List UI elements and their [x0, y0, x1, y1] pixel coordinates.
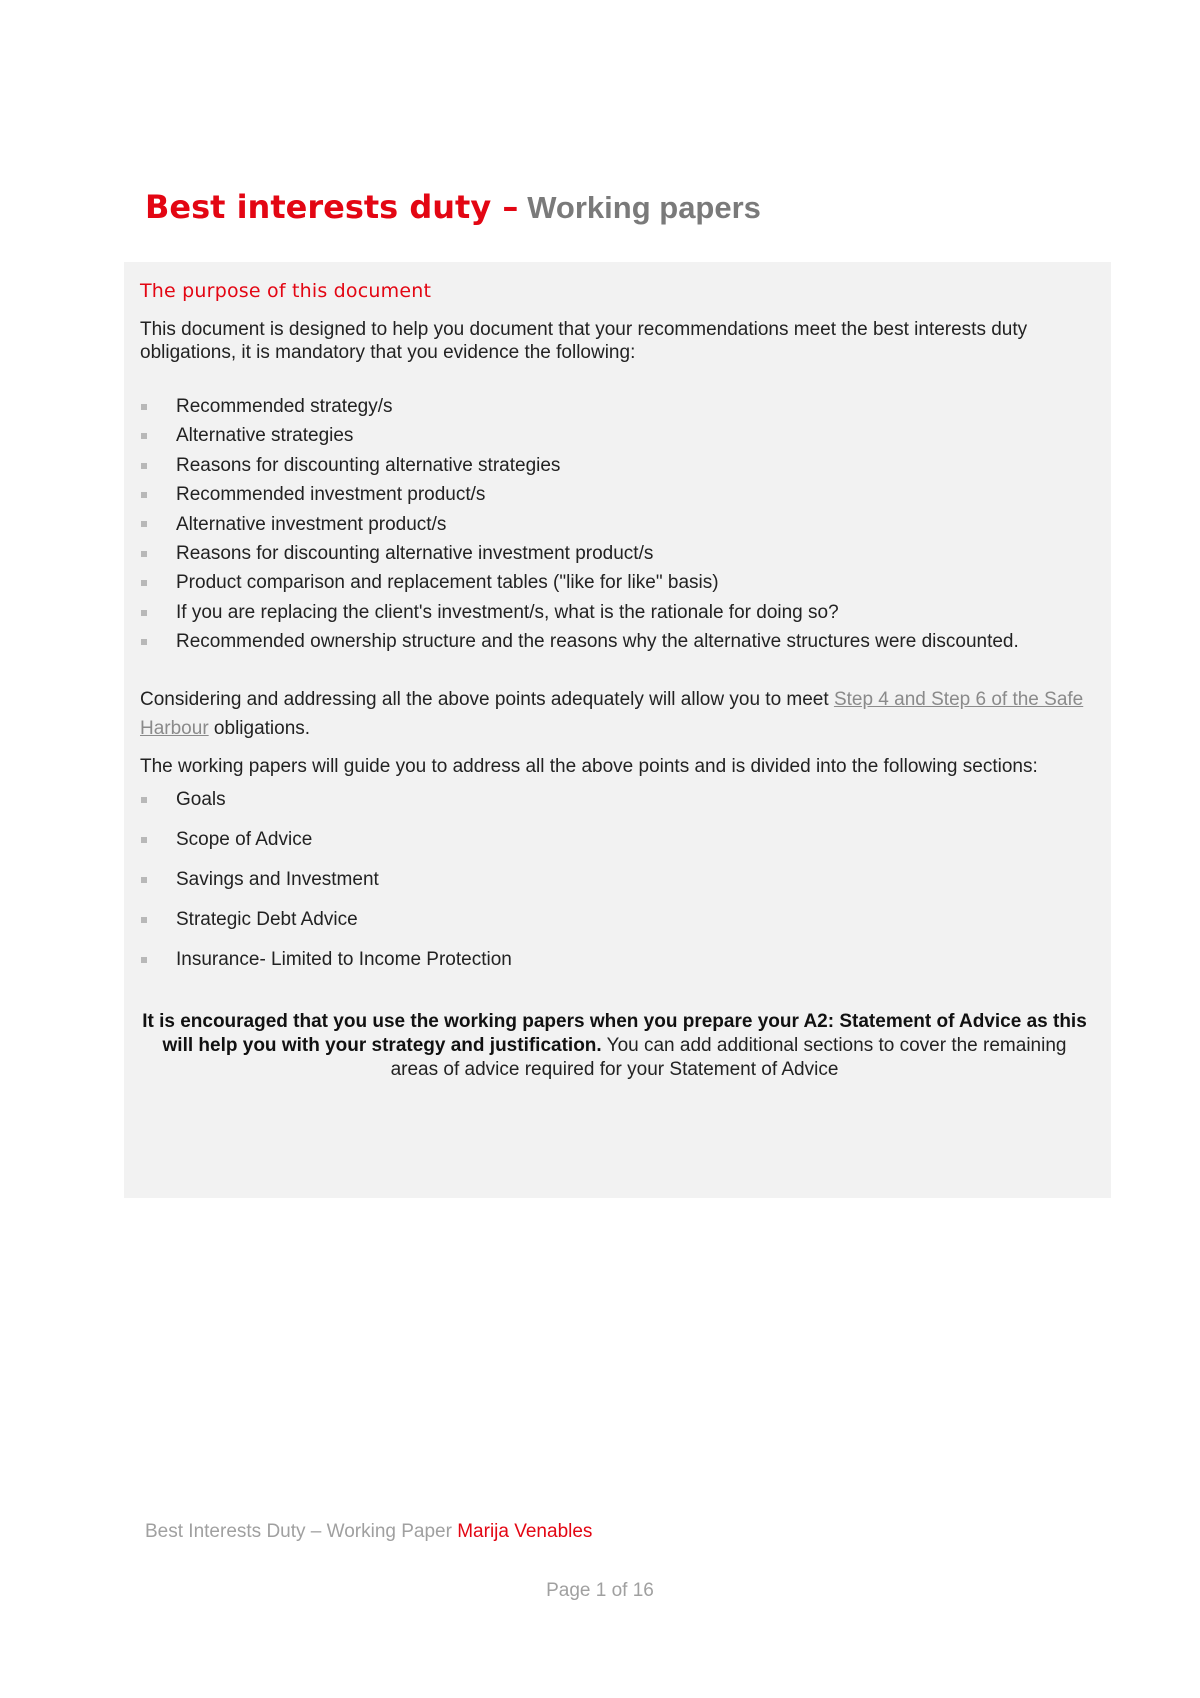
square-bullet-icon	[141, 404, 147, 410]
evidence-list	[140, 392, 1089, 657]
list-item: Recommended strategy/s	[140, 392, 1089, 421]
list-item: If you are replacing the client's investment/s, what is the rationale for doing so?	[140, 598, 1089, 627]
list-item: Reasons for discounting alternative strategies	[140, 451, 1089, 480]
list-item: Alternative strategies	[140, 421, 1089, 450]
page-title	[145, 188, 761, 226]
list-item: Recommended ownership structure and the reasons why the alternative structures were discounted.	[140, 627, 1089, 656]
square-bullet-icon	[141, 639, 147, 645]
list-item: Insurance- Limited to Income Protection	[140, 940, 1089, 980]
safe-harbour-paragraph: Considering and addressing all the above points adequately will allow you to meet Step 4 and Step 6 of the Safe Harbour obligations.	[140, 688, 1084, 739]
footer-author: Marija Venables	[457, 1521, 593, 1542]
square-bullet-icon	[141, 433, 147, 439]
square-bullet-icon	[141, 463, 147, 469]
square-bullet-icon	[141, 492, 147, 498]
closing-emphasis: It is encouraged that you use the working papers when you prepare your A2: Statement of Advice as this will help you with your strategy and justification.	[142, 1010, 1087, 1056]
intro-paragraph: This document is designed to help you document that your recommendations meet the best interests duty obligations, it is mandatory that you evidence the following:	[140, 319, 1028, 363]
sections-intro-paragraph: The working papers will guide you to address all the above points and is divided into the following sections:	[140, 755, 1038, 777]
square-bullet-icon	[141, 797, 147, 803]
list-item: Product comparison and replacement tables ("like for like" basis)	[140, 568, 1089, 597]
square-bullet-icon	[141, 837, 147, 843]
footer-doc-line	[145, 1521, 592, 1543]
sections-list	[140, 780, 1089, 980]
page-number: Page 1 of 16	[546, 1580, 654, 1601]
square-bullet-icon	[141, 957, 147, 963]
safe-harbour-link[interactable]: Step 4 and Step 6 of the Safe Harbour	[140, 688, 1084, 739]
list-item: Alternative investment product/s	[140, 510, 1089, 539]
square-bullet-icon	[141, 877, 147, 883]
square-bullet-icon	[141, 610, 147, 616]
list-item: Reasons for discounting alternative investment product/s	[140, 539, 1089, 568]
panel-heading: The purpose of this document	[140, 280, 432, 302]
square-bullet-icon	[141, 917, 147, 923]
list-item: Scope of Advice	[140, 820, 1089, 860]
square-bullet-icon	[141, 551, 147, 557]
closing-paragraph: It is encouraged that you use the working papers when you prepare your A2: Statement of Advice as this will help you with your strategy and justification. You can add additional sections to cover the remaining areas of advice required for your Statement of Advice	[142, 1010, 1087, 1080]
list-item: Strategic Debt Advice	[140, 900, 1089, 940]
purpose-panel	[124, 262, 1111, 1198]
square-bullet-icon	[141, 580, 147, 586]
page-title-main: Best interests duty –	[145, 188, 519, 226]
footer-doc-name: Best Interests Duty – Working Paper	[145, 1521, 452, 1542]
square-bullet-icon	[141, 521, 147, 527]
list-item: Goals	[140, 780, 1089, 820]
list-item: Savings and Investment	[140, 860, 1089, 900]
page-title-sub: Working papers	[527, 190, 761, 225]
list-item: Recommended investment product/s	[140, 480, 1089, 509]
